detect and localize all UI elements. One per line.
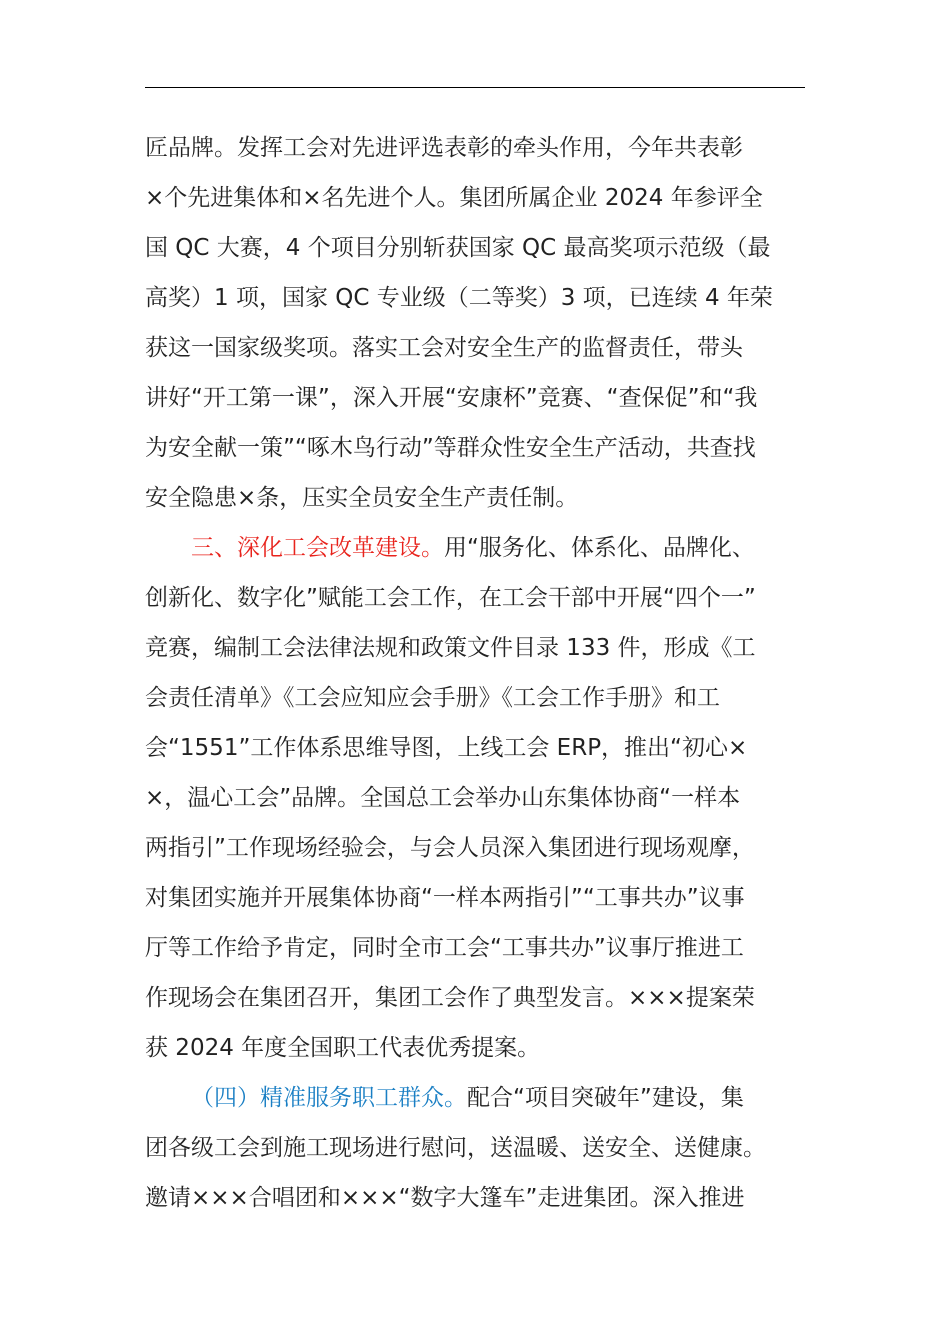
text-line: 对集团实施并开展集体协商“一样本两指引”“工事共办”议事 <box>145 885 745 911</box>
heading-line-rest: 用“服务化、体系化、品牌化、 <box>444 535 755 561</box>
text-line: 安全隐患×条，压实全员安全生产责任制。 <box>145 485 579 511</box>
text-line: 两指引”工作现场经验会，与会人员深入集团进行现场观摩， <box>145 835 755 861</box>
text-line: ×，温心工会”品牌。全国总工会举办山东集体协商“一样本 <box>145 785 741 811</box>
text-line: 竞赛，编制工会法律法规和政策文件目录 133 件，形成《工 <box>145 635 756 661</box>
section-heading-3: 三、深化工会改革建设。 <box>191 535 444 561</box>
paragraph-2 <box>145 523 810 1073</box>
text-line: 获这一国家级奖项。落实工会对安全生产的监督责任，带头 <box>145 335 743 361</box>
paragraph-3 <box>145 1073 810 1223</box>
paragraph-1 <box>145 123 810 523</box>
text-line <box>145 1073 810 1123</box>
text-line: 获 2024 年度全国职工代表优秀提案。 <box>145 1035 541 1061</box>
text-line: 邀请×××合唱团和×××“数字大篷车”走进集团。深入推进 <box>145 1185 745 1211</box>
heading-line-rest: 配合“项目突破年”建设，集 <box>467 1085 744 1111</box>
text-line: 会“1551”工作体系思维导图，上线工会 ERP，推出“初心× <box>145 735 748 761</box>
text-line: 匠品牌。发挥工会对先进评选表彰的牵头作用，今年共表彰 <box>145 135 743 161</box>
document-body <box>145 123 810 1223</box>
text-line <box>145 523 810 573</box>
text-line: 团各级工会到施工现场进行慰问，送温暖、送安全、送健康。 <box>145 1135 766 1161</box>
text-line: 讲好“开工第一课”，深入开展“安康杯”竞赛、“查保促”和“我 <box>145 385 758 411</box>
text-line: 创新化、数字化”赋能工会工作，在工会干部中开展“四个一” <box>145 585 756 611</box>
text-line: 为安全献一策”“啄木鸟行动”等群众性安全生产活动，共查找 <box>145 435 756 461</box>
header-rule <box>145 87 805 88</box>
text-line: 高奖）1 项，国家 QC 专业级（二等奖）3 项，已连续 4 年荣 <box>145 285 773 311</box>
text-line: 厅等工作给予肯定，同时全市工会“工事共办”议事厅推进工 <box>145 935 744 961</box>
text-line: 会责任清单》《工会应知应会手册》《工会工作手册》和工 <box>145 685 720 711</box>
text-line: 国 QC 大赛，4 个项目分别斩获国家 QC 最高奖项示范级（最 <box>145 235 771 261</box>
section-heading-4: （四）精准服务职工群众。 <box>191 1085 467 1111</box>
text-line: 作现场会在集团召开，集团工会作了典型发言。×××提案荣 <box>145 985 755 1011</box>
text-line: ×个先进集体和×名先进个人。集团所属企业 2024 年参评全 <box>145 185 763 211</box>
